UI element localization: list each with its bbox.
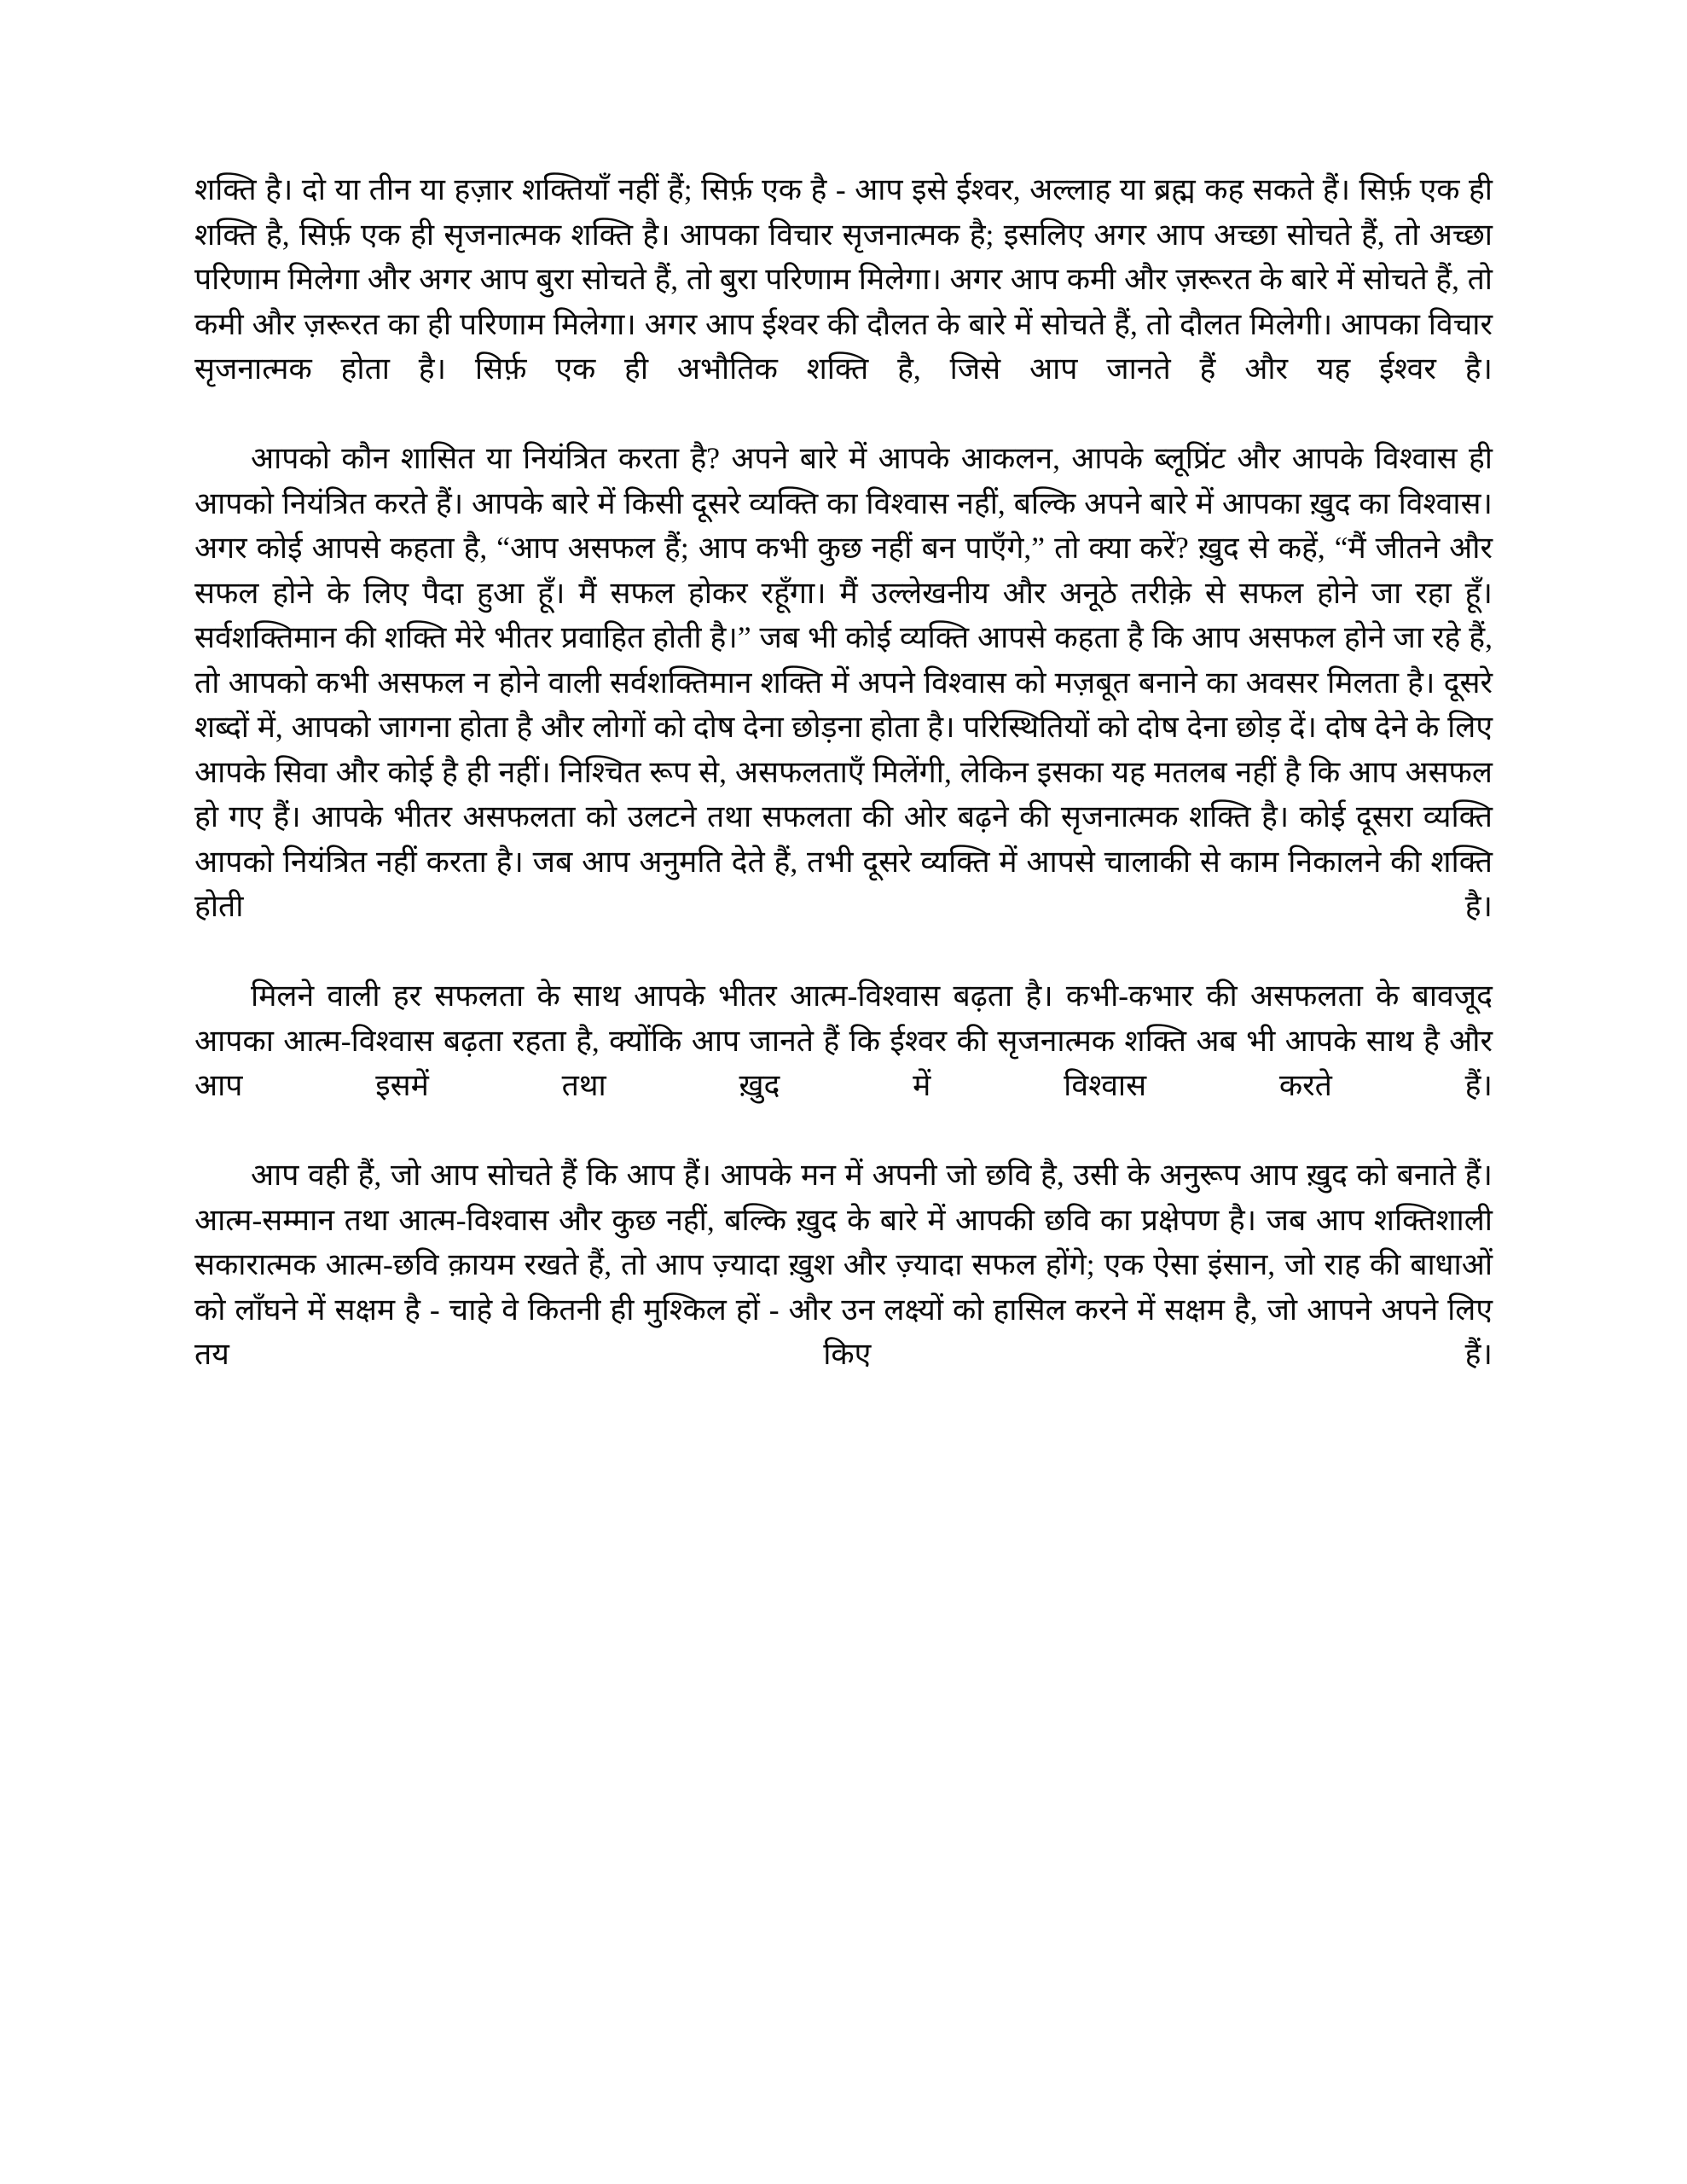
page-text-block: [194, 167, 1493, 1421]
body-paragraph-3: मिलने वाली हर सफलता के साथ आपके भीतर आत्म-विश्वास बढ़ता है। कभी-कभार की असफलता के बावजूद आपका आत्म-विश्वास बढ़ता रहता है, क्योंकि आप जानते हैं कि ईश्वर की सृजनात्मक शक्ति अब भी आपके साथ है और आप इसमें तथा ख़ुद में विश्वास करते हैं।: [194, 979, 1493, 1102]
body-paragraph-2: आपको कौन शासित या नियंत्रित करता है? अपने बारे में आपके आकलन, आपके ब्लूप्रिंट और आपके विश्वास ही आपको नियंत्रित करते हैं। आपके बारे में किसी दूसरे व्यक्ति का विश्वास नहीं, बल्कि अपने बारे में आपका ख़ुद का विश्वास। अगर कोई आपसे कहता है, “आप असफल हैं; आप कभी कुछ नहीं बन पाएँगे,” तो क्या करें? ख़ुद से कहें, “मैं जीतने और सफल होने के लिए पैदा हुआ हूँ। मैं सफल होकर रहूँगा। मैं उल्लेखनीय और अनूठे तरीक़े से सफल होने जा रहा हूँ। सर्वशक्तिमान की शक्ति मेरे भीतर प्रवाहित होती है।” जब भी कोई व्यक्ति आपसे कहता है कि आप असफल होने जा रहे हैं, तो आपको कभी असफल न होने वाली सर्वशक्तिमान शक्ति में अपने विश्वास को मज़बूत बनाने का अवसर मिलता है। दूसरे शब्दों में, आपको जागना होता है और लोगों को दोष देना छोड़ना होता है। परिस्थितियों को दोष देना छोड़ दें। दोष देने के लिए आपके सिवा और कोई है ही नहीं। निश्चित रूप से, असफलताएँ मिलेंगी, लेकिन इसका यह मतलब नहीं है कि आप असफल हो गए हैं। आपके भीतर असफलता को उलटने तथा सफलता की ओर बढ़ने की सृजनात्मक शक्ति है। कोई दूसरा व्यक्ति आपको नियंत्रित नहीं करता है। जब आप अनुमति देते हैं, तभी दूसरे व्यक्ति में आपसे चालाकी से काम निकालने की शक्ति होती है।: [194, 441, 1493, 923]
body-paragraph-1: शक्ति है। दो या तीन या हज़ार शक्तियाँ नहीं हैं; सिर्फ़ एक है - आप इसे ईश्वर, अल्लाह या ब्रह्म कह सकते हैं। सिर्फ़ एक ही शक्ति है, सिर्फ़ एक ही सृजनात्मक शक्ति है। आपका विचार सृजनात्मक है; इसलिए अगर आप अच्छा सोचते हैं, तो अच्छा परिणाम मिलेगा और अगर आप बुरा सोचते हैं, तो बुरा परिणाम मिलेगा। अगर आप कमी और ज़रूरत के बारे में सोचते हैं, तो कमी और ज़रूरत का ही परिणाम मिलेगा। अगर आप ईश्वर की दौलत के बारे में सोचते हैं, तो दौलत मिलेगी। आपका विचार सृजनात्मक होता है। सिर्फ़ एक ही अभौतिक शक्ति है, जिसे आप जानते हैं और यह ईश्वर है।: [194, 172, 1493, 386]
body-paragraph-4: आप वही हैं, जो आप सोचते हैं कि आप हैं। आपके मन में अपनी जो छवि है, उसी के अनुरूप आप ख़ुद को बनाते हैं। आत्म-सम्मान तथा आत्म-विश्वास और कुछ नहीं, बल्कि ख़ुद के बारे में आपकी छवि का प्रक्षेपण है। जब आप शक्तिशाली सकारात्मक आत्म-छवि क़ायम रखते हैं, तो आप ज़्यादा ख़ुश और ज़्यादा सफल होंगे; एक ऐसा इंसान, जो राह की बाधाओं को लाँघने में सक्षम है - चाहे वे कितनी ही मुश्किल हों - और उन लक्ष्यों को हासिल करने में सक्षम है, जो आपने अपने लिए तय किए हैं।: [194, 1158, 1493, 1371]
